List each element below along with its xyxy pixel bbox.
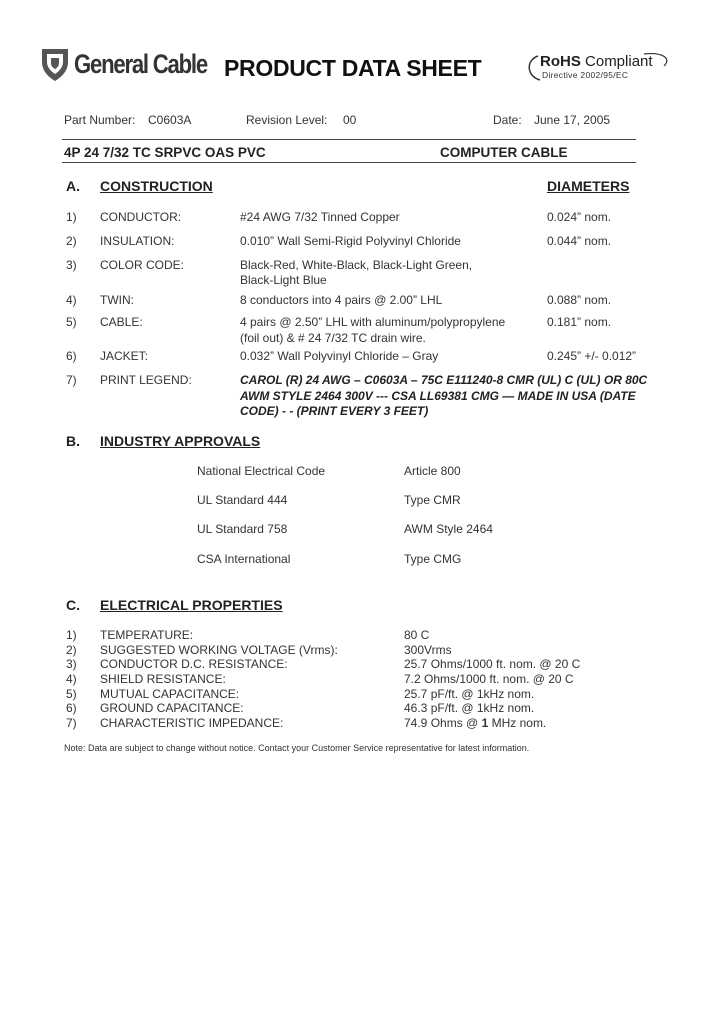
row-label: COLOR CODE: <box>100 258 185 272</box>
approval-value: AWM Style 2464 <box>404 522 493 536</box>
approval-name: CSA International <box>197 552 291 566</box>
section-c-letter: C. <box>66 597 80 613</box>
row-num: 6) <box>66 701 77 715</box>
row-diameter: 0.088” nom. <box>547 293 612 307</box>
section-c-title: ELECTRICAL PROPERTIES <box>100 597 283 613</box>
row-label: GROUND CAPACITANCE: <box>100 701 244 715</box>
row-desc-line1: 4 pairs @ 2.50” LHL with aluminum/polypropylene <box>240 315 506 329</box>
approval-value: Type CMR <box>404 493 461 507</box>
revision-value: 00 <box>343 113 357 127</box>
section-b-letter: B. <box>66 433 80 449</box>
row-num: 7) <box>66 716 77 730</box>
row-num: 7) <box>66 373 77 387</box>
row-label: TEMPERATURE: <box>100 628 194 642</box>
row-num: 2) <box>66 234 77 248</box>
row-desc: 8 conductors into 4 pairs @ 2.00” LHL <box>240 293 443 307</box>
row-num: 3) <box>66 258 77 272</box>
row-label: SHIELD RESISTANCE: <box>100 672 226 686</box>
row-label: INSULATION: <box>100 234 175 248</box>
rohs-main-bold: RoHS <box>540 53 581 70</box>
approval-value: Type CMG <box>404 552 462 566</box>
section-a-title: CONSTRUCTION <box>100 178 213 194</box>
row-desc: 0.032” Wall Polyvinyl Chloride – Gray <box>240 349 439 363</box>
impedance-value-a: 74.9 Ohms @ <box>404 716 479 730</box>
row-num: 6) <box>66 349 77 363</box>
section-b-title: INDUSTRY APPROVALS <box>100 433 261 449</box>
row-value: 25.7 pF/ft. @ 1kHz nom. <box>404 687 535 701</box>
row-num: 5) <box>66 315 77 329</box>
row-label: TWIN: <box>100 293 134 307</box>
rohs-directive: Directive 2002/95/EC <box>542 70 629 80</box>
product-type: COMPUTER CABLE <box>440 145 568 160</box>
row-label: JACKET: <box>100 349 149 363</box>
row-num: 5) <box>66 687 77 701</box>
row-diameter: 0.024” nom. <box>547 210 612 224</box>
product-name: 4P 24 7/32 TC SRPVC OAS PVC <box>64 145 266 160</box>
impedance-value-b: 1 <box>481 716 489 730</box>
brand-name: General Cable <box>74 49 207 79</box>
row-desc-line2: (foil out) & # 24 7/32 TC drain wire. <box>240 331 426 345</box>
page-title: PRODUCT DATA SHEET <box>224 55 482 81</box>
row-label: CONDUCTOR D.C. RESISTANCE: <box>100 657 288 671</box>
row-num: 4) <box>66 672 77 686</box>
row-value: 80 C <box>404 628 430 642</box>
row-label: MUTUAL CAPACITANCE: <box>100 687 240 701</box>
part-number-value: C0603A <box>148 113 192 127</box>
row-diameter: 0.044” nom. <box>547 234 612 248</box>
row-label: CONDUCTOR: <box>100 210 182 224</box>
row-diameter: 0.181” nom. <box>547 315 612 329</box>
impedance-value-c: MHz nom. <box>491 716 547 730</box>
row-num: 1) <box>66 628 77 642</box>
divider-bottom <box>62 162 636 163</box>
row-desc: #24 AWG 7/32 Tinned Copper <box>240 210 400 224</box>
approval-value: Article 800 <box>404 464 461 478</box>
print-legend-text: CAROL (R) 24 AWG – C0603A – 75C E111240-8 CMR (UL) C (UL) OR 80C AWM STYLE 2464 300V --- CSA LL69381 CMG — MADE IN USA (DATE CODE) - - (PRINT EVERY 3 FEET) <box>240 373 648 418</box>
row-label: CABLE: <box>100 315 143 329</box>
part-number-label: Part Number: <box>64 113 136 127</box>
revision-label: Revision Level: <box>246 113 328 127</box>
date-value: June 17, 2005 <box>534 113 611 127</box>
rohs-main-rest: Compliant <box>585 53 653 70</box>
section-a-letter: A. <box>66 178 80 194</box>
footnote: Note: Data are subject to change without notice. Contact your Customer Service representative for latest information. <box>64 743 530 753</box>
row-value: 46.3 pF/ft. @ 1kHz nom. <box>404 701 535 715</box>
row-label: PRINT LEGEND: <box>100 373 192 387</box>
rohs-badge <box>540 53 653 70</box>
row-num: 2) <box>66 643 77 657</box>
approval-name: UL Standard 444 <box>197 493 288 507</box>
approval-name: National Electrical Code <box>197 464 326 478</box>
date-label: Date: <box>493 113 522 127</box>
row-num: 4) <box>66 293 77 307</box>
row-label: CHARACTERISTIC IMPEDANCE: <box>100 716 284 730</box>
row-desc-line1: Black-Red, White-Black, Black-Light Green, <box>240 258 473 272</box>
approval-name: UL Standard 758 <box>197 522 288 536</box>
row-value: 7.2 Ohms/1000 ft. nom. @ 20 C <box>404 672 574 686</box>
row-diameter: 0.245” +/- 0.012” <box>547 349 637 363</box>
row-value: 300Vrms <box>404 643 452 657</box>
row-num: 1) <box>66 210 77 224</box>
row-desc-line2: Black-Light Blue <box>240 273 327 287</box>
general-cable-logo-icon <box>40 46 70 82</box>
row-value: 25.7 Ohms/1000 ft. nom. @ 20 C <box>404 657 581 671</box>
row-label: SUGGESTED WORKING VOLTAGE (Vrms): <box>100 643 338 657</box>
row-desc: 0.010” Wall Semi-Rigid Polyvinyl Chloride <box>240 234 461 248</box>
divider-top <box>62 139 636 140</box>
row-num: 3) <box>66 657 77 671</box>
row-value <box>404 716 546 730</box>
diameters-header: DIAMETERS <box>547 178 630 194</box>
